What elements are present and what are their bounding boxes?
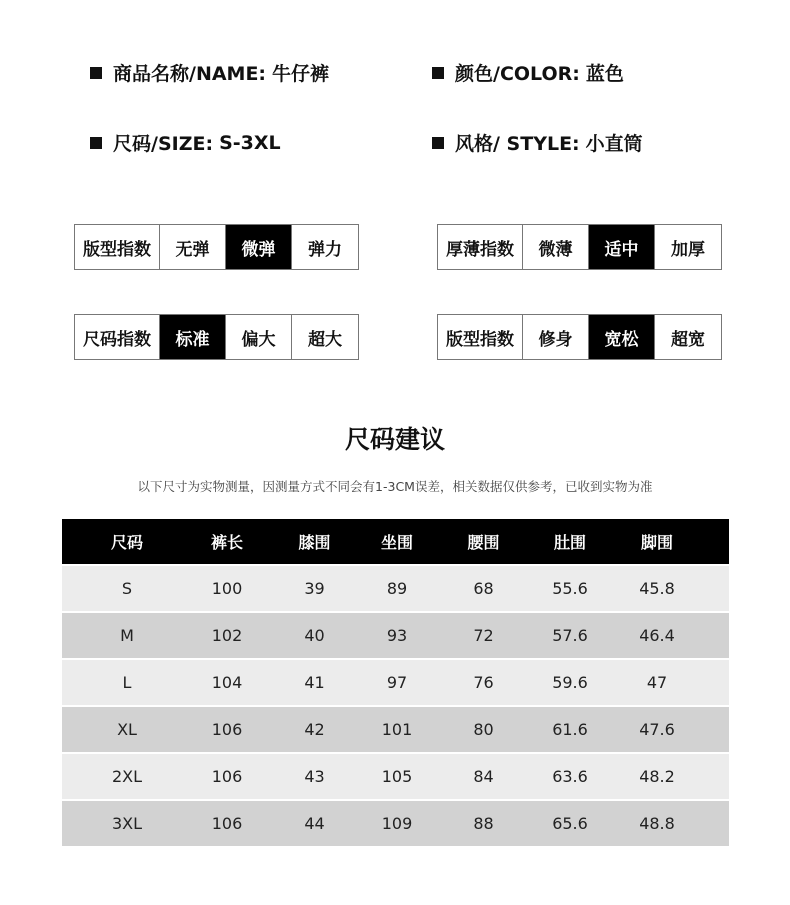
table-header-row <box>62 519 729 564</box>
index-option: 微薄 <box>523 225 589 269</box>
table-cell: 65.6 <box>552 814 588 833</box>
color-line <box>432 59 624 86</box>
table-row <box>62 707 729 752</box>
table-cell: 68 <box>473 579 494 598</box>
table-cell: 101 <box>381 720 413 739</box>
table-cell: 63.6 <box>552 767 588 786</box>
table-cell: 106 <box>211 814 243 833</box>
product-name-value: 牛仔裤 <box>272 63 330 85</box>
index-option: 宽松 <box>589 315 655 359</box>
table-cell: 57.6 <box>552 626 588 645</box>
style-line <box>432 129 643 156</box>
table-cell: 72 <box>473 626 494 645</box>
size-line <box>90 129 281 156</box>
size-table <box>62 519 729 846</box>
index-option: 弹力 <box>308 239 342 260</box>
table-cell: 89 <box>386 579 408 598</box>
table-cell: 84 <box>473 767 494 786</box>
table-row <box>62 566 729 611</box>
table-cell: 104 <box>211 673 243 692</box>
table-cell: 39 <box>304 579 325 598</box>
index-label: 版型指数 <box>438 315 523 359</box>
color-label: 颜色/COLOR: <box>455 63 580 85</box>
table-header-cell: 脚围 <box>640 533 673 552</box>
index-option: 加厚 <box>671 239 705 260</box>
table-cell: 106 <box>211 767 243 786</box>
table-header-cell: 坐围 <box>380 533 413 552</box>
index-option: 微弹 <box>226 225 292 269</box>
table-cell: 97 <box>386 673 408 692</box>
table-cell: 88 <box>473 814 494 833</box>
bullet-square-icon <box>90 137 102 149</box>
table-cell: 105 <box>381 767 413 786</box>
table-cell: 43 <box>304 767 325 786</box>
index-label: 尺码指数 <box>75 315 160 359</box>
index-box-thickness <box>437 224 722 270</box>
table-cell: 47.6 <box>639 720 675 739</box>
index-option: 适中 <box>589 225 655 269</box>
index-option: 偏大 <box>226 315 292 359</box>
table-cell: 48.8 <box>639 814 675 833</box>
table-header-cell: 腰围 <box>467 533 500 552</box>
table-row <box>62 801 729 846</box>
index-box-elasticity <box>74 224 359 270</box>
size-value: S-3XL <box>219 131 281 154</box>
bullet-square-icon <box>432 137 444 149</box>
table-cell: 48.2 <box>639 767 675 786</box>
bullet-square-icon <box>90 67 102 79</box>
table-cell: 2XL <box>111 767 143 786</box>
table-cell: 44 <box>304 814 325 833</box>
table-cell: XL <box>117 720 137 739</box>
size-guide-title: 尺码建议 <box>344 425 445 454</box>
index-option: 无弹 <box>160 225 226 269</box>
size-guide-note: 以下尺寸为实物测量，因测量方式不同会有1-3CM误差，相关数据仅供参考，已收到实物为准 <box>137 479 653 494</box>
table-cell: 55.6 <box>552 579 588 598</box>
table-cell: 45.8 <box>639 579 675 598</box>
table-cell: 106 <box>211 720 243 739</box>
table-cell: 100 <box>211 579 243 598</box>
index-label: 厚薄指数 <box>438 225 523 269</box>
table-cell: 41 <box>304 673 325 692</box>
table-row <box>62 754 729 799</box>
size-label: 尺码/SIZE: <box>113 133 214 155</box>
table-header-cell: 裤长 <box>210 533 243 552</box>
table-row <box>62 613 729 658</box>
table-cell: 102 <box>211 626 243 645</box>
table-cell: 46.4 <box>639 626 675 645</box>
index-option: 标准 <box>160 315 226 359</box>
index-box-sizing <box>74 314 359 360</box>
product-name-label: 商品名称/NAME: <box>113 63 267 85</box>
index-option: 超宽 <box>671 329 705 350</box>
bullet-square-icon <box>432 67 444 79</box>
table-cell: 40 <box>304 626 325 645</box>
table-cell: 59.6 <box>552 673 588 692</box>
index-box-fit <box>437 314 722 360</box>
index-option: 超大 <box>308 329 342 350</box>
color-value: 蓝色 <box>585 63 624 85</box>
table-cell: 93 <box>386 626 408 645</box>
table-cell: 47 <box>646 673 668 692</box>
table-cell: 42 <box>304 720 325 739</box>
table-header-cell: 尺码 <box>110 533 143 552</box>
table-cell: 61.6 <box>552 720 588 739</box>
product-name-line <box>90 59 329 86</box>
index-option: 修身 <box>523 315 589 359</box>
index-label: 版型指数 <box>75 225 160 269</box>
style-label: 风格/ STYLE: <box>455 133 580 155</box>
table-cell: 76 <box>473 673 494 692</box>
table-cell: 109 <box>381 814 413 833</box>
table-cell: 80 <box>473 720 494 739</box>
table-cell: L <box>122 673 132 692</box>
table-cell: 3XL <box>111 814 143 833</box>
table-header-cell: 膝围 <box>298 533 331 552</box>
style-value: 小直筒 <box>585 133 643 155</box>
table-header-cell: 肚围 <box>553 533 586 552</box>
table-row <box>62 660 729 705</box>
table-cell: S <box>121 579 133 598</box>
table-cell: M <box>120 626 134 645</box>
